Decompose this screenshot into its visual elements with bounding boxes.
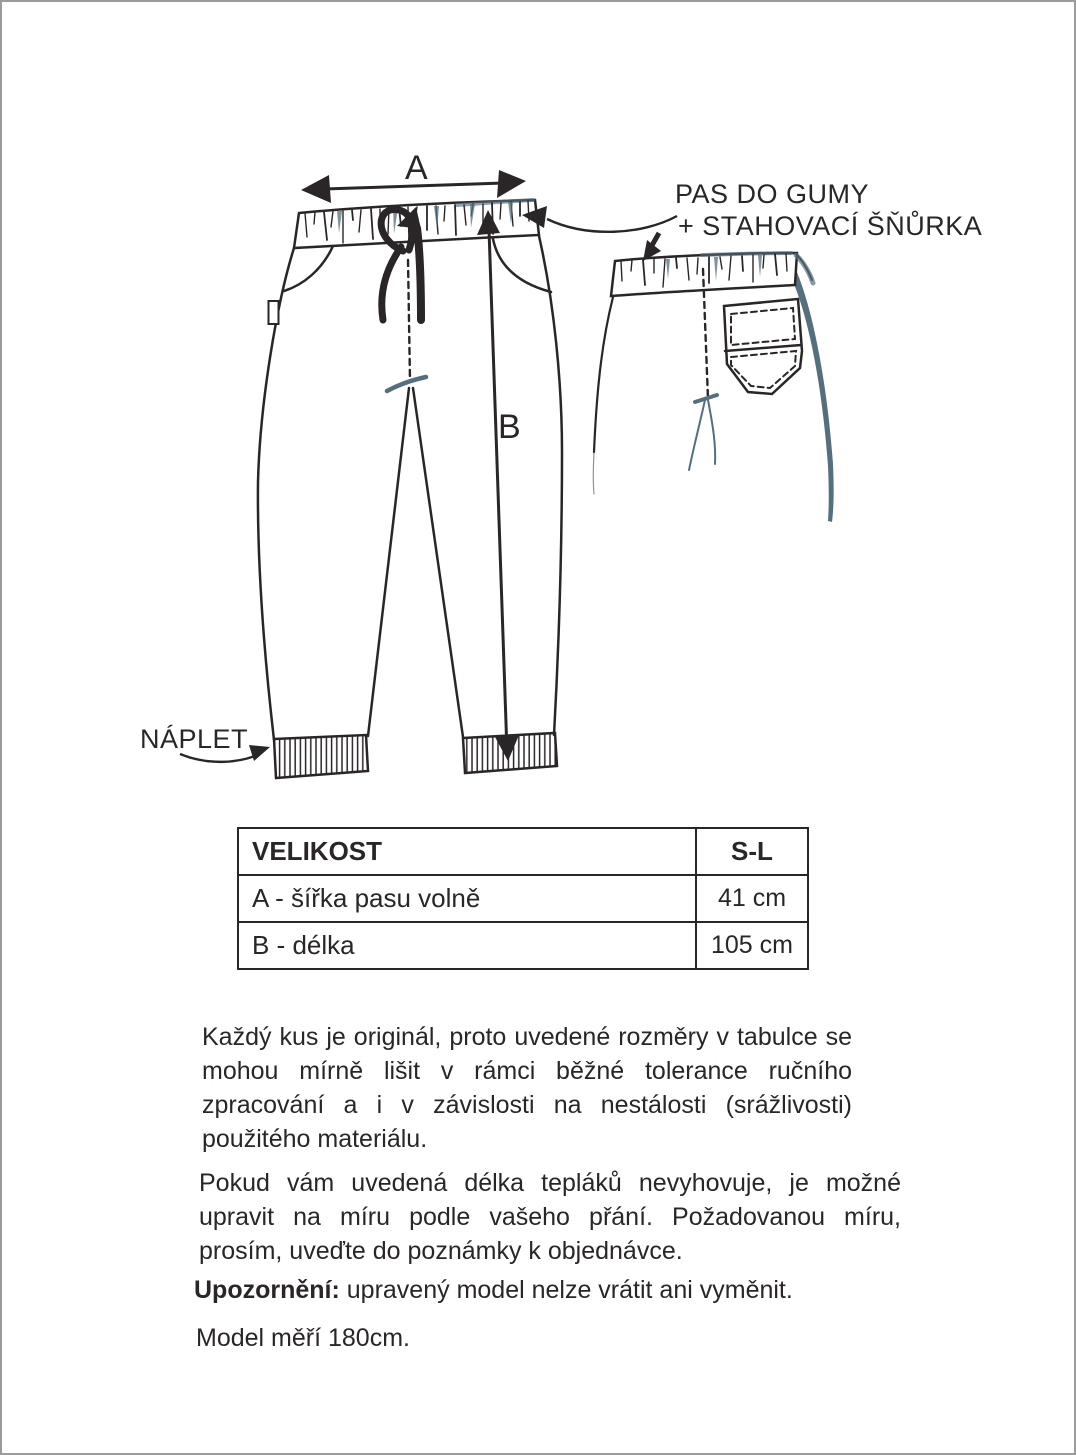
front-center-dashed-seam bbox=[408, 260, 410, 381]
warning-text: upravený model nelze vrátit ani vyměnit. bbox=[339, 1276, 793, 1304]
custom-length-paragraph: Pokud vám uvedená délka tepláků nevyhovuje, je možné upravit na míru podle vašeho přání. Požadovanou míru, prosím, uveďte do poznámky k objednávce. bbox=[199, 1169, 901, 1265]
size-table-row-b-label: B - délka bbox=[239, 923, 697, 968]
waistband-note-line1: PAS DO GUMY bbox=[675, 179, 870, 209]
arrowhead-right-icon bbox=[249, 745, 270, 761]
size-table-row-b-value: 105 cm bbox=[711, 931, 793, 959]
back-seam-knot bbox=[695, 395, 717, 402]
tolerance-note-paragraph: Každý kus je originál, proto uvedené rozměry v tabulce se mohou mírně lišit v rámci běžné tolerance ručního zpracování a i v závislosti na nestálosti (srážlivosti) použitého materiálu. bbox=[202, 1023, 852, 1153]
back-left-seam-fade bbox=[593, 452, 594, 494]
front-left-cuff bbox=[274, 735, 368, 778]
back-seam-tuft-right bbox=[708, 400, 715, 464]
dimension-a-label: A bbox=[405, 149, 428, 187]
back-left-seam bbox=[594, 297, 613, 452]
front-right-outseam bbox=[539, 236, 562, 735]
drawstring-left-tail bbox=[382, 247, 401, 320]
drawstring-right-tail bbox=[417, 228, 421, 320]
dimension-b-label: B bbox=[498, 408, 521, 446]
model-height-note: Model měří 180cm. bbox=[196, 1324, 410, 1352]
size-table bbox=[237, 827, 809, 970]
back-pocket bbox=[724, 299, 802, 394]
waistband-leader-arrow bbox=[522, 206, 677, 232]
pants-technical-drawing bbox=[2, 2, 1076, 802]
arrowhead-right-icon bbox=[497, 170, 526, 198]
side-tag bbox=[269, 301, 279, 324]
pants-back-view bbox=[593, 253, 833, 522]
table-row bbox=[239, 921, 807, 968]
arrowhead-left-icon bbox=[301, 175, 331, 203]
crotch-bartack bbox=[387, 377, 426, 391]
size-table-header-label: VELIKOST bbox=[239, 829, 697, 874]
size-table-header-size: S-L bbox=[731, 836, 773, 866]
waistband-note-line2: + STAHOVACÍ ŠŇŮRKA bbox=[678, 211, 983, 241]
warning-label: Upozornění: bbox=[194, 1276, 340, 1304]
dimension-b-arrow bbox=[477, 210, 519, 761]
size-table-row-a-value: 41 cm bbox=[717, 884, 787, 912]
front-left-inseam bbox=[368, 388, 409, 736]
warning-paragraph bbox=[194, 1273, 914, 1307]
pants-front-view bbox=[258, 200, 562, 778]
size-table-header-row bbox=[239, 829, 807, 874]
cuff-note-label: NÁPLET bbox=[140, 724, 249, 754]
back-waistband-shading bbox=[702, 253, 791, 255]
size-table-row-a-label: A - šířka pasu volně bbox=[239, 876, 697, 921]
back-seam-tuft-left bbox=[689, 400, 705, 470]
front-right-inseam bbox=[413, 388, 463, 737]
table-row bbox=[239, 874, 807, 921]
